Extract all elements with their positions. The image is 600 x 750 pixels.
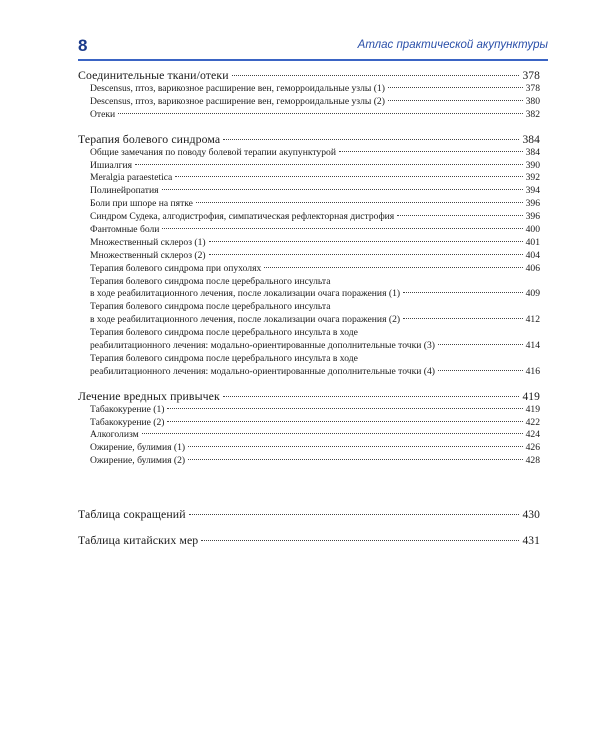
toc-entry[interactable]: Множественный склероз (1) 401 [90, 236, 540, 248]
page-number: 8 [78, 36, 88, 55]
page-header [78, 38, 548, 58]
toc-entry[interactable]: Общие замечания по поводу болевой терапии акупунктурой 384 [90, 146, 540, 158]
toc-entry[interactable]: Ишиалгия 390 [90, 159, 540, 171]
toc-entry[interactable]: Ожирение, булимия (1) 426 [90, 442, 540, 454]
toc-section-heading[interactable]: Соединительные ткани/отеки 378 [78, 68, 540, 82]
toc-appendix-abbreviations[interactable]: Таблица сокращений 430 [78, 507, 540, 522]
toc-appendix-chinese-measures[interactable]: Таблица китайских мер 431 [78, 533, 540, 548]
toc-entry[interactable]: Табакокурение (2) 422 [90, 416, 540, 428]
toc-entry-lead-line: Терапия болевого синдрома после церебрального инсульта в ходе [90, 352, 358, 364]
toc-entry[interactable]: реабилитационного лечения: модально-ориентированные дополнительные точки (4) 416 [90, 365, 540, 377]
toc-section-heading[interactable]: Терапия болевого синдрома 384 [78, 131, 540, 146]
toc-section-heading[interactable]: Лечение вредных привычек 419 [78, 388, 540, 403]
toc-entry-lead-line: Терапия болевого синдрома после церебрального инсульта [90, 301, 331, 313]
toc-entry[interactable]: Множественный склероз (2) 404 [90, 249, 540, 261]
toc-entry[interactable]: Отеки 382 [90, 108, 540, 120]
toc-entry[interactable]: Фантомные боли 400 [90, 224, 540, 236]
table-of-contents [78, 67, 540, 548]
toc-entry[interactable]: Боли при шпоре на пятке 396 [90, 198, 540, 210]
book-title: Атлас практической акупунктуры [357, 39, 548, 51]
toc-entry[interactable]: Полинейропатия 394 [90, 185, 540, 197]
toc-entry[interactable]: Descensus, птоз, варикозное расширение вен, геморроидальные узлы (1) 378 [90, 83, 540, 94]
toc-entry-lead-line: Терапия болевого синдрома после церебрального инсульта в ходе [90, 327, 358, 339]
toc-entry[interactable]: Ожирение, булимия (2) 428 [90, 455, 540, 467]
toc-entry[interactable]: Descensus, птоз, варикозное расширение вен, геморроидальные узлы (2) 380 [90, 95, 540, 107]
toc-entry[interactable]: в ходе реабилитационного лечения, после локализации очага поражения (1) 409 [90, 288, 540, 300]
toc-entry[interactable]: Терапия болевого синдрома при опухолях 406 [90, 262, 540, 274]
toc-entry[interactable]: Синдром Судека, алгодистрофия, симпатическая рефлекторная дистрофия 396 [90, 211, 540, 223]
toc-entry[interactable]: Табакокурение (1) 419 [90, 403, 540, 415]
toc-entry[interactable]: Meralgia paraestetica 392 [90, 172, 540, 184]
toc-entry[interactable]: реабилитационного лечения: модально-ориентированные дополнительные точки (3) 414 [90, 340, 540, 352]
toc-entry[interactable]: Алкоголизм 424 [90, 429, 540, 441]
toc-entry[interactable]: в ходе реабилитационного лечения, после локализации очага поражения (2) 412 [90, 314, 540, 326]
header-rule [78, 59, 548, 61]
toc-entry-lead-line: Терапия болевого синдрома после церебрального инсульта [90, 275, 331, 287]
